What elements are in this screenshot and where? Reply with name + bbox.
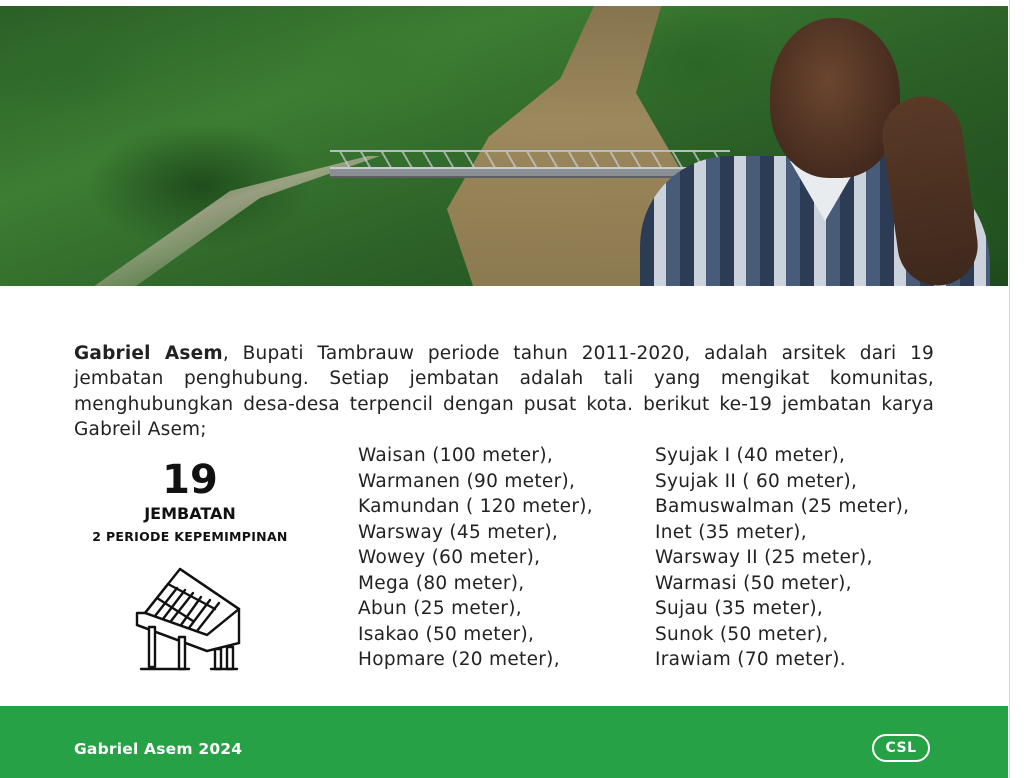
csl-logo: CSL	[872, 734, 930, 762]
badge-subtitle: 2 PERIODE KEPEMIMPINAN	[92, 529, 288, 544]
list-item: Kamundan ( 120 meter),	[358, 496, 593, 517]
list-item: Hopmare (20 meter),	[358, 649, 560, 670]
list-item: Waisan (100 meter),	[358, 445, 554, 466]
intro-paragraph	[74, 341, 934, 443]
list-item: Mega (80 meter),	[358, 572, 525, 594]
list-item: Warsway (45 meter),	[358, 521, 559, 543]
bridge-list-right	[655, 443, 909, 673]
list-item: Warsway II (25 meter),	[655, 547, 873, 568]
list-item: Syujak I (40 meter),	[655, 445, 846, 466]
hero-photo	[0, 6, 1008, 286]
footer-text: Gabriel Asem 2024	[74, 740, 243, 758]
list-item: Wowey (60 meter),	[358, 547, 541, 568]
bridge-icon	[135, 565, 245, 673]
list-item: Abun (25 meter),	[358, 598, 522, 619]
list-item: Bamuswalman (25 meter),	[655, 496, 910, 517]
badge-label: JEMBATAN	[144, 504, 236, 523]
footer-bar	[0, 706, 1008, 778]
bridge-list-left	[358, 443, 593, 673]
list-item: Sunok (50 meter),	[655, 623, 829, 645]
list-item: Inet (35 meter),	[655, 521, 807, 543]
portrait	[640, 6, 1008, 286]
list-item: Warmanen (90 meter),	[358, 470, 576, 492]
portrait-head	[770, 18, 900, 178]
list-item: Warmasi (50 meter),	[655, 572, 852, 594]
list-item: Irawiam (70 meter).	[655, 649, 846, 670]
list-item: Syujak II ( 60 meter),	[655, 470, 858, 492]
intro-text: , Bupati Tambrauw periode tahun 2011-2020, adalah arsitek dari 19 jembatan penghubung. Setiap jembatan adalah tali yang mengikat komunitas, menghubungkan desa-desa terpencil dengan pusat kota. berikut ke-19 jembatan karya Gabreil Asem;	[74, 342, 935, 440]
badge-number: 19	[162, 457, 218, 503]
list-item: Sujau (35 meter),	[655, 598, 824, 619]
bridge-count-badge	[70, 458, 310, 546]
list-item: Isakao (50 meter),	[358, 623, 535, 645]
intro-name: Gabriel Asem	[74, 342, 223, 364]
